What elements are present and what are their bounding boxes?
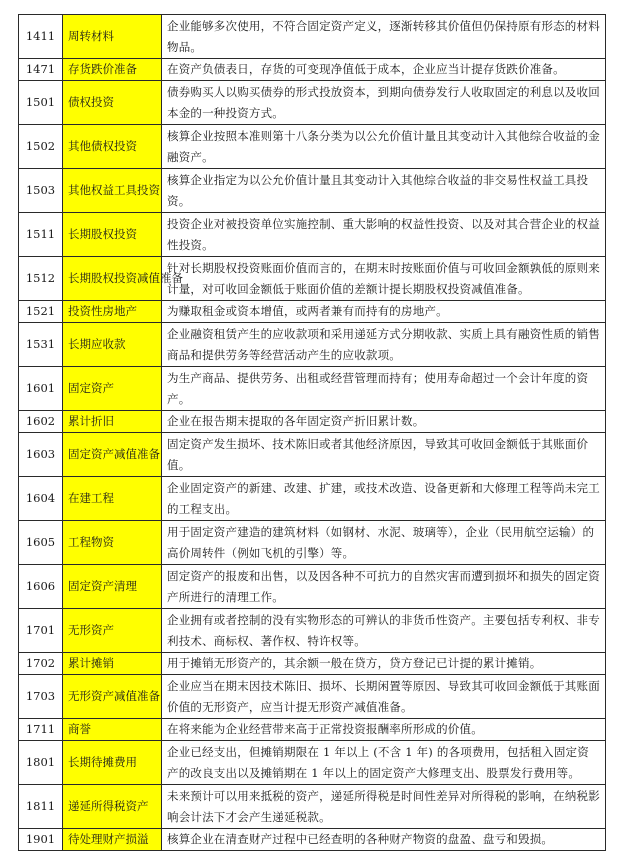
account-code: 1531 — [19, 323, 63, 367]
account-code: 1471 — [19, 59, 63, 81]
table-row — [19, 411, 606, 433]
account-code: 1502 — [19, 125, 63, 169]
table-row — [19, 433, 606, 477]
table-row — [19, 829, 606, 851]
table-row — [19, 675, 606, 719]
account-name: 固定资产 — [63, 367, 162, 411]
account-code: 1521 — [19, 301, 63, 323]
account-name: 固定资产清理 — [63, 565, 162, 609]
account-description: 针对长期股权投资账面价值而言的，在期末时按账面价值与可收回金额孰低的原则来计量，对可收回金额低于账面价值的差额计提长期股权投资减值准备。 — [162, 257, 606, 301]
account-code: 1604 — [19, 477, 63, 521]
account-name: 在建工程 — [63, 477, 162, 521]
account-description: 用于固定资产建造的建筑材料（如钢材、水泥、玻璃等），企业（民用航空运输）的高价周转件（例如飞机的引擎）等。 — [162, 521, 606, 565]
table-row — [19, 323, 606, 367]
account-name: 递延所得税资产 — [63, 785, 162, 829]
account-description: 企业应当在期末因技术陈旧、损坏、长期闲置等原因、导致其可收回金额低于其账面价值的无形资产，应当计提无形资产减值准备。 — [162, 675, 606, 719]
account-code: 1901 — [19, 829, 63, 851]
account-description: 核算企业指定为以公允价值计量且其变动计入其他综合收益的非交易性权益工具投资。 — [162, 169, 606, 213]
table-row — [19, 565, 606, 609]
table-row — [19, 785, 606, 829]
table-row — [19, 125, 606, 169]
account-code: 1411 — [19, 15, 63, 59]
account-code: 1606 — [19, 565, 63, 609]
account-name: 固定资产减值准备 — [63, 433, 162, 477]
account-description: 企业能够多次使用，不符合固定资产定义，逐渐转移其价值但仍保持原有形态的材料物品。 — [162, 15, 606, 59]
account-code: 1503 — [19, 169, 63, 213]
account-description: 在将来能为企业经营带来高于正常投资报酬率所形成的价值。 — [162, 719, 606, 741]
table-row — [19, 15, 606, 59]
table-row — [19, 521, 606, 565]
account-name: 周转材料 — [63, 15, 162, 59]
account-description: 为生产商品、提供劳务、出租或经营管理而持有；使用寿命超过一个会计年度的资产。 — [162, 367, 606, 411]
account-name: 累计摊销 — [63, 653, 162, 675]
table-row — [19, 213, 606, 257]
account-description: 为赚取租金或资本增值，或两者兼有而持有的房地产。 — [162, 301, 606, 323]
account-description: 用于摊销无形资产的，其余额一般在贷方，贷方登记已计提的累计摊销。 — [162, 653, 606, 675]
account-code: 1511 — [19, 213, 63, 257]
account-code: 1501 — [19, 81, 63, 125]
account-name: 长期应收款 — [63, 323, 162, 367]
account-table — [18, 14, 606, 851]
table-row — [19, 609, 606, 653]
account-code: 1512 — [19, 257, 63, 301]
table-row — [19, 741, 606, 785]
table-row — [19, 59, 606, 81]
account-name: 存货跌价准备 — [63, 59, 162, 81]
account-code: 1703 — [19, 675, 63, 719]
table-row — [19, 477, 606, 521]
account-description: 核算企业按照本准则第十八条分类为以公允价值计量且其变动计入其他综合收益的金融资产。 — [162, 125, 606, 169]
table-row — [19, 257, 606, 301]
account-description: 企业在报告期末提取的各年固定资产折旧累计数。 — [162, 411, 606, 433]
table-row — [19, 81, 606, 125]
account-name: 投资性房地产 — [63, 301, 162, 323]
account-description: 未来预计可以用来抵税的资产，递延所得税是时间性差异对所得税的影响，在纳税影响会计法下才会产生递延税款。 — [162, 785, 606, 829]
account-code: 1702 — [19, 653, 63, 675]
account-name: 长期股权投资减值准备 — [63, 257, 162, 301]
account-name: 长期待摊费用 — [63, 741, 162, 785]
account-code: 1605 — [19, 521, 63, 565]
account-name: 其他权益工具投资 — [63, 169, 162, 213]
account-code: 1601 — [19, 367, 63, 411]
account-name: 长期股权投资 — [63, 213, 162, 257]
table-row — [19, 653, 606, 675]
account-code: 1811 — [19, 785, 63, 829]
table-row — [19, 169, 606, 213]
account-table-body — [19, 15, 606, 851]
account-code: 1711 — [19, 719, 63, 741]
account-name: 其他债权投资 — [63, 125, 162, 169]
account-description: 企业固定资产的新建、改建、扩建，或技术改造、设备更新和大修理工程等尚未完工的工程支出。 — [162, 477, 606, 521]
account-name: 累计折旧 — [63, 411, 162, 433]
account-name: 工程物资 — [63, 521, 162, 565]
table-row — [19, 301, 606, 323]
account-name: 债权投资 — [63, 81, 162, 125]
account-name: 无形资产 — [63, 609, 162, 653]
account-name: 待处理财产损溢 — [63, 829, 162, 851]
account-description: 固定资产的报废和出售，以及因各种不可抗力的自然灾害而遭到损坏和损失的固定资产所进行的清理工作。 — [162, 565, 606, 609]
account-code: 1603 — [19, 433, 63, 477]
account-description: 企业已经支出，但摊销期限在 1 年以上 (不含 1 年) 的各项费用，包括租入固定资产的改良支出以及摊销期在 1 年以上的固定资产大修理支出、股票发行费用等。 — [162, 741, 606, 785]
account-code: 1801 — [19, 741, 63, 785]
account-description: 核算企业在清查财产过程中已经查明的各种财产物资的盘盈、盘亏和毁损。 — [162, 829, 606, 851]
account-description: 固定资产发生损坏、技术陈旧或者其他经济原因，导致其可收回金额低于其账面价值。 — [162, 433, 606, 477]
table-row — [19, 367, 606, 411]
table-row — [19, 719, 606, 741]
account-name: 无形资产减值准备 — [63, 675, 162, 719]
account-description: 企业拥有或者控制的没有实物形态的可辨认的非货币性资产。主要包括专利权、非专利技术、商标权、著作权、特许权等。 — [162, 609, 606, 653]
account-description: 企业融资租赁产生的应收款项和采用递延方式分期收款、实质上具有融资性质的销售商品和提供劳务等经营活动产生的应收款项。 — [162, 323, 606, 367]
account-code: 1701 — [19, 609, 63, 653]
account-code: 1602 — [19, 411, 63, 433]
account-description: 在资产负债表日，存货的可变现净值低于成本，企业应当计提存货跌价准备。 — [162, 59, 606, 81]
account-description: 债券购买人以购买债券的形式投放资本，到期向债券发行人收取固定的利息以及收回本金的一种投资方式。 — [162, 81, 606, 125]
account-name: 商誉 — [63, 719, 162, 741]
account-description: 投资企业对被投资单位实施控制、重大影响的权益性投资、以及对其合营企业的权益性投资。 — [162, 213, 606, 257]
